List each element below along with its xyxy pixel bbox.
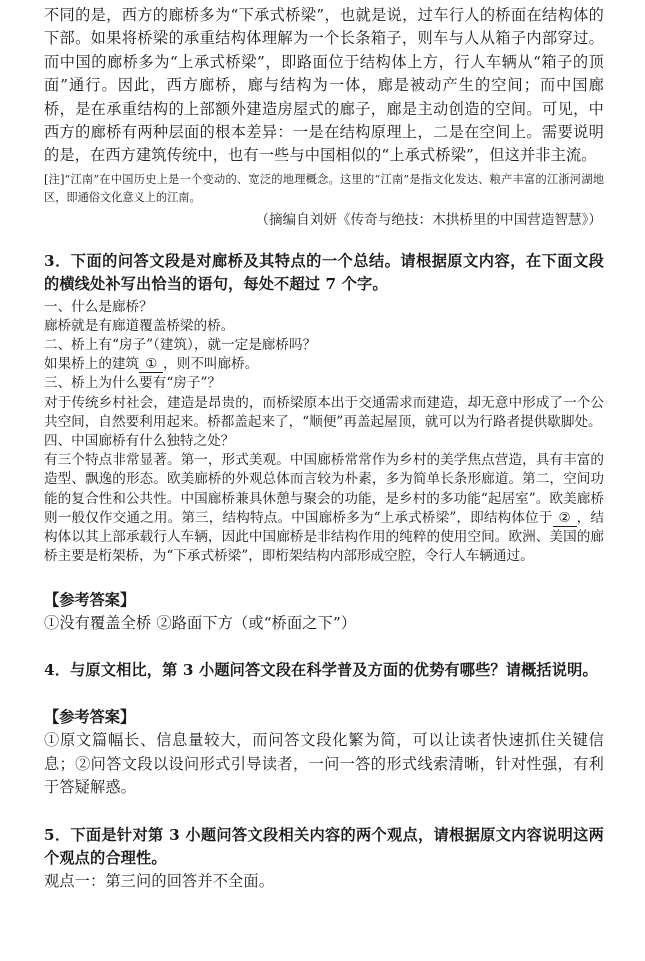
q5-stem: 5．下面是针对第 3 小题问答文段相关内容的两个观点，请根据原文内容说明这两个观点的合理性。 — [44, 825, 604, 867]
q3-heading-1: 一、什么是廊桥？ — [44, 298, 153, 315]
q3-answer-4-part1: 有三个特点非常显著。第一，形式美观。中国廊桥常常作为乡村的美学焦点营造，具有丰富的造型、飘逸的形态。欧美廊桥的外观总体而言较为朴素，多为简单长条形廊道。第二，空间功能的复合性和公共性。中国廊桥兼具休憩与聚会的功能，是乡村的多功能“起居室”。欧美廊桥则一般仅作交通之用。第三，结构特点。中国廊桥多为“上承式桥梁”，即结构体位于 — [44, 452, 604, 526]
q3-heading-4: 四、中国廊桥有什么独特之处？ — [44, 433, 235, 450]
q3-answer-2 — [44, 355, 604, 374]
q3-heading-2: 二、桥上有“房子”（建筑），就一定是廊桥吗？ — [44, 337, 317, 354]
passage-paragraph: 不同的是，西方的廊桥多为“下承式桥梁”，也就是说，过车行人的桥面在结构体的下部。如果将桥梁的承重结构体理解为一个长条箱子，则车与人从箱子内部穿过。而中国的廊桥多为“上承式桥梁”，即路面位于结构体上方，行人车辆从“箱子的顶面”通行。因此，西方廊桥，廊与结构为一体，廊是被动产生的空间；而中国廊桥，是在承重结构的上部额外建造房屋式的廊子，廊是主动创造的空间。可见，中西方的廊桥有两种层面的根本差异：一是在结构原理上，二是在空间上。需要说明的是，在西方建筑传统中，也有一些与中国相似的“上承式桥梁”，但这并非主流。 — [44, 6, 604, 165]
q4-answer: ①原文篇幅长、信息量较大，而问答文段化繁为简，可以让读者快速抓住关键信息；②问答文段以设问形式引导读者，一问一答的形式线索清晰，针对性强，有利于答疑解惑。 — [44, 731, 604, 797]
q4-stem: 4．与原文相比，第 3 小题问答文段在科学普及方面的优势有哪些？请概括说明。 — [44, 660, 598, 679]
q4-answer-label: 【参考答案】 — [44, 708, 136, 727]
blank-2[interactable]: ② — [553, 510, 577, 527]
q3-answer-2-before: 如果桥上的建筑 — [44, 356, 140, 373]
passage-source: （摘编自刘妍《传奇与绝技：木拱桥里的中国营造智慧》） — [255, 211, 602, 228]
q3-answer: ①没有覆盖全桥 ②路面下方（或“桥面之下”） — [44, 613, 357, 632]
q3-answer-4 — [44, 451, 604, 566]
q5-view-1: 观点一：第三问的回答并不全面。 — [44, 872, 275, 891]
q3-answer-4-part2: ，结构体以其上部承载行人车辆，因此中国廊桥是非结构作用的纯粹的使用空间。欧洲、美国的廊桥主要是桁架桥，为“下承式桥梁”，即桁架结构内部形成空腔，令行人车辆通过。 — [44, 509, 604, 565]
q3-answer-3: 对于传统乡村社会，建造是昂贵的，而桥梁原本出于交通需求而建造，却无意中形成了一个公共空间，自然要利用起来。桥都盖起来了，“顺便”再盖起屋顶，就可以为行路者提供歇脚处。 — [44, 394, 604, 430]
q3-answer-label: 【参考答案】 — [44, 590, 136, 609]
q3-answer-2-after: ，则不叫廊桥。 — [163, 356, 259, 373]
passage-note: [注]“江南”在中国历史上是一个变动的、宽泛的地理概念。这里的“江南”是指文化发达、粮产丰富的江浙河湖地区，即通俗文化意义上的江南。 — [44, 172, 604, 204]
q3-heading-3: 三、桥上为什么要有“房子”？ — [44, 375, 222, 392]
document-page — [44, 4, 604, 894]
q3-answer-1: 廊桥就是有廊道覆盖桥梁的桥。 — [44, 317, 235, 334]
q3-stem: 3．下面的问答文段是对廊桥及其特点的一个总结。请根据原文内容，在下面文段的横线处补写出恰当的语句，每处不超过 7 个字。 — [44, 251, 604, 294]
blank-1[interactable]: ① — [139, 356, 163, 373]
